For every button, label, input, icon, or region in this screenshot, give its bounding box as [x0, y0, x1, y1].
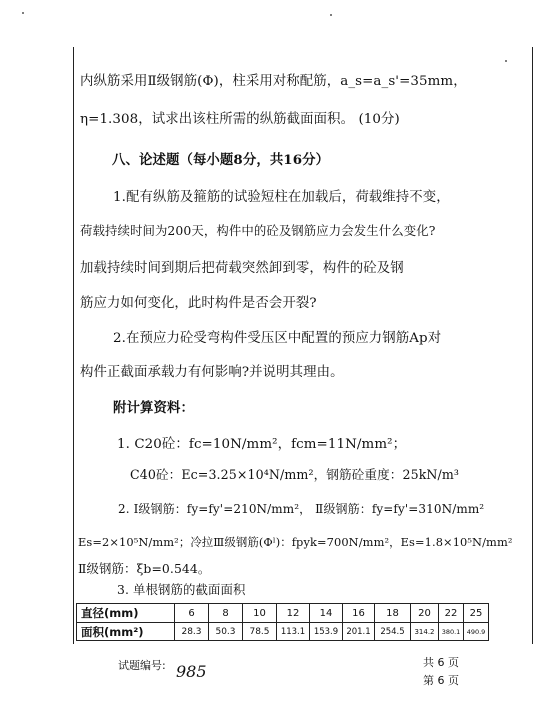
scan-speck	[330, 14, 332, 16]
table-cell: 201.1	[343, 623, 375, 641]
table-cell: 113.1	[277, 623, 310, 641]
essay-question-2: 2.在预应力砼受弯构件受压区中配置的预应力钢筋Ap对	[113, 331, 442, 346]
table-cell: 28.3	[175, 623, 209, 641]
table-cell: 14	[310, 604, 343, 623]
problem-text-line: η=1.308，试求出该柱所需的纵筋截面面积。 (10分)	[80, 112, 400, 127]
table-cell: 380.1	[439, 623, 464, 641]
appendix-line: C40砼：Ec=3.25×10⁴N/mm²，钢筋砼重度：25kN/m³	[130, 467, 460, 482]
scan-speck	[505, 60, 507, 62]
essay-question-2: 构件正截面承载力有何影响?并说明其理由。	[80, 365, 344, 380]
appendix-line: 2. Ⅰ级钢筋：fy=fy'=210N/mm²， Ⅱ级钢筋：fy=fy'=310N/mm²	[118, 502, 485, 516]
essay-question-1: 1.配有纵筋及箍筋的试验短柱在加载后，荷载维持不变，	[113, 190, 450, 205]
table-cell: 50.3	[209, 623, 243, 641]
page-number: 第 6 页	[423, 674, 459, 687]
section-heading: 八、论述题（每小题8分，共16分）	[112, 152, 330, 168]
total-pages: 共 6 页	[423, 656, 459, 669]
table-cell: 22	[439, 604, 464, 623]
table-cell: 20	[411, 604, 439, 623]
table-cell: 10	[243, 604, 277, 623]
table-row	[77, 623, 489, 641]
problem-text-line: 内纵筋采用Ⅱ级钢筋(Φ)，柱采用对称配筋，a_s=a_s'=35mm，	[80, 74, 467, 89]
table-header-diameter: 直径(mm)	[77, 604, 175, 623]
table-cell: 314.2	[411, 623, 439, 641]
table-row	[77, 604, 489, 623]
essay-question-1: 加载持续时间到期后把荷载突然卸到零，构件的砼及钢	[80, 261, 404, 276]
table-cell: 25	[464, 604, 489, 623]
exam-code-label: 试题编号:	[118, 659, 166, 672]
essay-question-1: 荷载持续时间为200天，构件中的砼及钢筋应力会发生什么变化?	[80, 223, 436, 238]
essay-question-1: 筋应力如何变化，此时构件是否会开裂?	[80, 296, 317, 311]
table-cell: 490.9	[464, 623, 489, 641]
table-cell: 153.9	[310, 623, 343, 641]
table-cell: 16	[343, 604, 375, 623]
table-header-area: 面积(mm²)	[77, 623, 175, 641]
exam-code-value: 985	[176, 662, 207, 681]
table-cell: 78.5	[243, 623, 277, 641]
appendix-line: 1. C20砼：fc=10N/mm²，fcm=11N/mm²；	[117, 437, 407, 452]
appendix-line: 3. 单根钢筋的截面面积	[117, 582, 246, 597]
appendix-heading: 附计算资料：	[113, 400, 194, 416]
appendix-line: Ⅱ级钢筋：ξb=0.544。	[78, 561, 211, 576]
table-cell: 12	[277, 604, 310, 623]
scan-speck	[22, 12, 24, 14]
rebar-area-table	[76, 603, 489, 641]
appendix-line: Es=2×10⁵N/mm²；冷拉Ⅲ级钢筋(Φˡ)：fpyk=700N/mm²，Es=1.8×10⁵N/mm²	[78, 535, 513, 549]
table-cell: 254.5	[375, 623, 411, 641]
table-cell: 8	[209, 604, 243, 623]
table-cell: 6	[175, 604, 209, 623]
table-cell: 18	[375, 604, 411, 623]
